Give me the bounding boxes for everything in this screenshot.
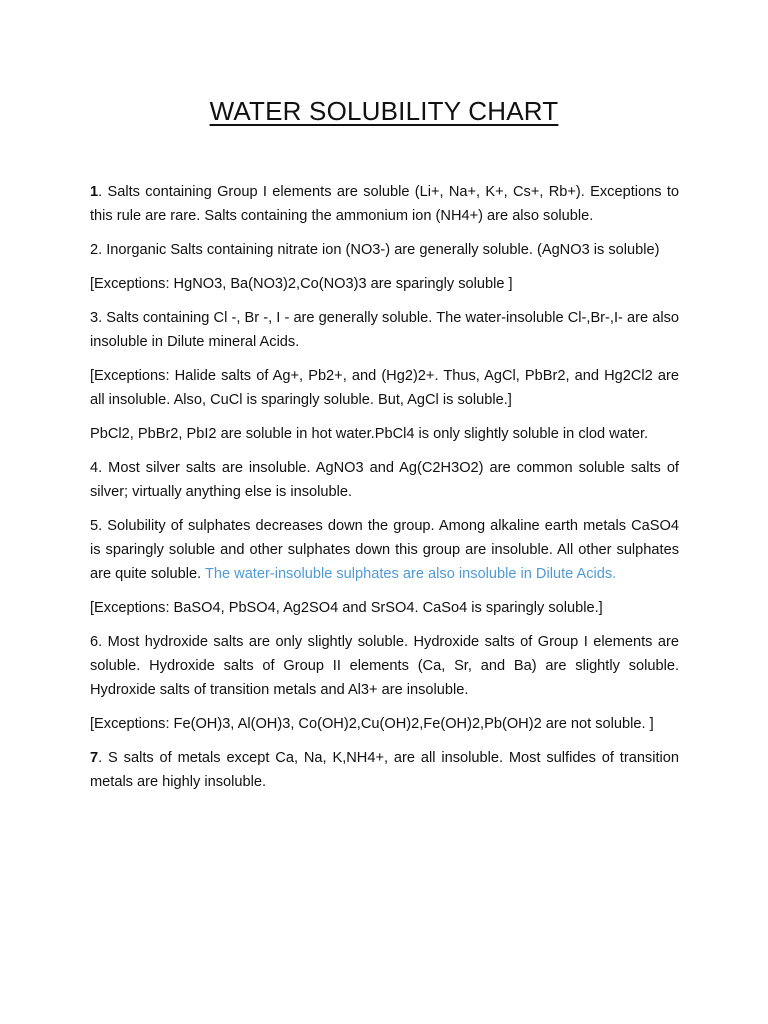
- exceptions-nitrate: [Exceptions: HgNO3, Ba(NO3)2,Co(NO3)3 are sparingly soluble ]: [90, 276, 513, 292]
- exceptions-hydroxide: [Exceptions: Fe(OH)3, Al(OH)3, Co(OH)2,Cu(OH)2,Fe(OH)2,Pb(OH)2 are not soluble. ]: [90, 716, 654, 732]
- paragraph-3: 3. Salts containing Cl -, Br -, I - are generally soluble. The water-insoluble Cl-,Br-,I- are also insoluble in Dilute mineral Acids.: [90, 310, 679, 350]
- paragraph-1: [90, 180, 679, 228]
- paragraph-4: 4. Most silver salts are insoluble. AgNO3 and Ag(C2H3O2) are common soluble salts of silver; virtually anything else is insoluble.: [90, 460, 679, 500]
- page-title: WATER SOLUBILITY CHART: [209, 96, 559, 126]
- exceptions-halide: [Exceptions: Halide salts of Ag+, Pb2+, and (Hg2)2+. Thus, AgCl, PbBr2, and Hg2Cl2 are all insoluble. Also, CuCl is sparingly soluble. But, AgCl is soluble.]: [90, 368, 679, 408]
- paragraph-text: . S salts of metals except Ca, Na, K,NH4+, are all insoluble. Most sulfides of transition metals are highly insoluble.: [90, 750, 679, 790]
- highlighted-text: The water-insoluble sulphates are also insoluble in Dilute Acids.: [204, 566, 617, 582]
- paragraph-5: [90, 514, 679, 586]
- exceptions-sulphate: [Exceptions: BaSO4, PbSO4, Ag2SO4 and SrSO4. CaSo4 is sparingly soluble.]: [90, 600, 603, 616]
- paragraph-number: 1: [90, 184, 99, 200]
- paragraph-text: . Salts containing Group I elements are soluble (Li+, Na+, K+, Cs+, Rb+). Exceptions to this rule are rare. Salts containing the ammonium ion (NH4+) are also soluble.: [90, 184, 679, 224]
- paragraph-2: 2. Inorganic Salts containing nitrate ion (NO3-) are generally soluble. (AgNO3 is soluble): [90, 242, 660, 258]
- document-body: [90, 180, 679, 804]
- paragraph-7: [90, 746, 679, 794]
- paragraph-6: 6. Most hydroxide salts are only slightly soluble. Hydroxide salts of Group I elements are soluble. Hydroxide salts of Group II elements (Ca, Sr, and Ba) are slightly soluble. Hydroxide salts of transition metals and Al3+ are insoluble.: [90, 634, 679, 698]
- paragraph-lead-halides: PbCl2, PbBr2, PbI2 are soluble in hot water.PbCl4 is only slightly soluble in clod water.: [90, 426, 649, 442]
- paragraph-text: 5. Solubility of sulphates decreases down the group. Among alkaline earth metals CaSO4 is sparingly soluble and other sulphates down this group are insoluble. All other sulphates are quite soluble.: [90, 518, 679, 582]
- paragraph-number: 7: [90, 750, 99, 766]
